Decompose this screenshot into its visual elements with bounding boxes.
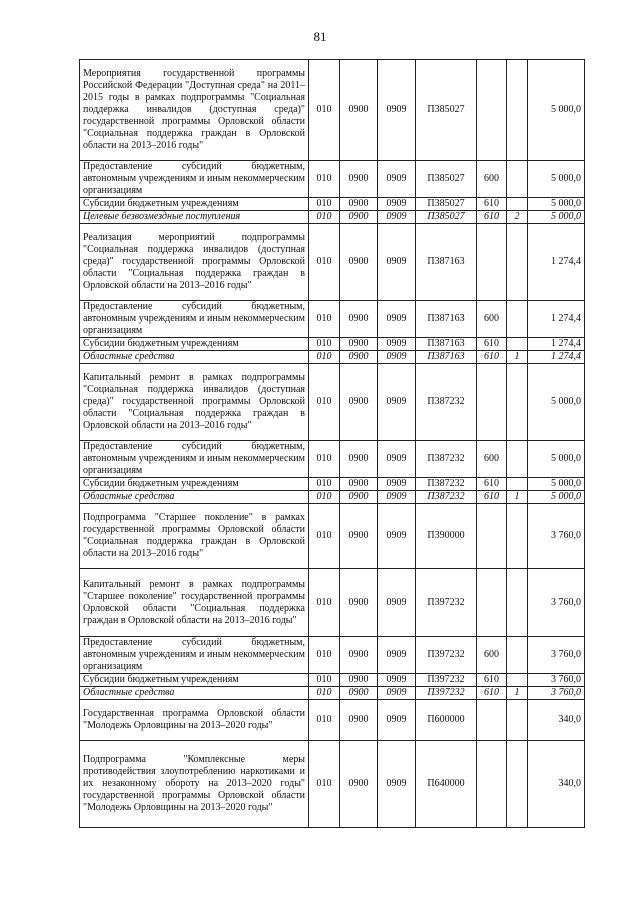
code-target-article: П385027 (416, 60, 477, 161)
code-funding-source (507, 441, 528, 478)
code-section: 0900 (340, 674, 378, 687)
code-funding-source (507, 637, 528, 674)
code-expense-type: 600 (477, 161, 507, 198)
code-target-article: П387232 (416, 491, 477, 504)
row-name: Предоставление субсидий бюджетным, автономным учреждениям и иным некоммерческим организациям (80, 441, 309, 478)
code-section: 0900 (340, 211, 378, 224)
code-section: 0900 (340, 224, 378, 301)
code-ministry: 010 (309, 224, 340, 301)
code-target-article: П387232 (416, 441, 477, 478)
code-ministry: 010 (309, 364, 340, 441)
code-funding-source: 1 (507, 687, 528, 700)
code-section: 0900 (340, 441, 378, 478)
amount: 5 000,0 (528, 441, 585, 478)
code-ministry: 010 (309, 161, 340, 198)
code-subsection: 0909 (378, 60, 416, 161)
code-ministry: 010 (309, 198, 340, 211)
row-name: Мероприятия государственной программы Российской Федерации "Доступная среда" на 2011–2015 годы в рамках подпрограммы "Социальная поддержка инвалидов (доступная среда)" государственной программы Орловской области "Социальная поддержка граждан в Орловской области на 2013–2016 годы" (80, 60, 309, 161)
code-subsection: 0909 (378, 687, 416, 700)
code-subsection: 0909 (378, 364, 416, 441)
page-number: 81 (313, 29, 327, 44)
table-row (80, 504, 585, 569)
code-expense-type (477, 741, 507, 828)
table-row (80, 211, 585, 224)
code-expense-type (477, 700, 507, 741)
code-funding-source: 1 (507, 351, 528, 364)
code-subsection: 0909 (378, 224, 416, 301)
code-expense-type (477, 569, 507, 637)
code-ministry: 010 (309, 211, 340, 224)
code-target-article: П387163 (416, 338, 477, 351)
code-subsection: 0909 (378, 441, 416, 478)
code-subsection: 0909 (378, 338, 416, 351)
code-subsection: 0909 (378, 351, 416, 364)
amount: 3 760,0 (528, 637, 585, 674)
code-section: 0900 (340, 478, 378, 491)
code-expense-type (477, 364, 507, 441)
table-row (80, 637, 585, 674)
code-ministry: 010 (309, 637, 340, 674)
row-name: Областные средства (80, 491, 309, 504)
row-name: Реализация мероприятий подпрограммы "Социальная поддержка инвалидов (доступная среда)" государственной программы Орловской области "Социальная поддержка граждан в Орловской области на 2013–2016 годы" (80, 224, 309, 301)
row-name: Подпрограмма "Старшее поколение" в рамках государственной программы Орловской области "Социальная поддержка граждан в Орловской области на 2013–2016 годы" (80, 504, 309, 569)
code-ministry: 010 (309, 687, 340, 700)
code-section: 0900 (340, 351, 378, 364)
code-section: 0900 (340, 700, 378, 741)
amount: 340,0 (528, 741, 585, 828)
code-expense-type: 600 (477, 441, 507, 478)
code-section: 0900 (340, 687, 378, 700)
code-ministry: 010 (309, 674, 340, 687)
table-row (80, 301, 585, 338)
amount: 3 760,0 (528, 504, 585, 569)
code-section: 0900 (340, 569, 378, 637)
code-section: 0900 (340, 198, 378, 211)
code-expense-type: 610 (477, 478, 507, 491)
amount: 5 000,0 (528, 478, 585, 491)
row-name: Субсидии бюджетным учреждениям (80, 198, 309, 211)
amount: 5 000,0 (528, 161, 585, 198)
code-subsection: 0909 (378, 637, 416, 674)
row-name: Предоставление субсидий бюджетным, автономным учреждениям и иным некоммерческим организациям (80, 161, 309, 198)
code-ministry: 010 (309, 478, 340, 491)
code-funding-source (507, 198, 528, 211)
code-subsection: 0909 (378, 301, 416, 338)
budget-table-body (80, 60, 585, 828)
code-target-article: П397232 (416, 569, 477, 637)
code-funding-source (507, 569, 528, 637)
code-funding-source (507, 741, 528, 828)
code-section: 0900 (340, 491, 378, 504)
code-section: 0900 (340, 364, 378, 441)
amount: 5 000,0 (528, 491, 585, 504)
code-funding-source (507, 700, 528, 741)
code-funding-source: 2 (507, 211, 528, 224)
code-expense-type (477, 224, 507, 301)
code-funding-source (507, 674, 528, 687)
amount: 1 274,4 (528, 351, 585, 364)
code-subsection: 0909 (378, 700, 416, 741)
code-section: 0900 (340, 161, 378, 198)
code-section: 0900 (340, 741, 378, 828)
amount: 5 000,0 (528, 60, 585, 161)
code-ministry: 010 (309, 441, 340, 478)
table-row (80, 364, 585, 441)
row-name: Предоставление субсидий бюджетным, автономным учреждениям и иным некоммерческим организациям (80, 301, 309, 338)
code-subsection: 0909 (378, 674, 416, 687)
code-subsection: 0909 (378, 478, 416, 491)
row-name: Государственная программа Орловской области "Молодежь Орловщины на 2013–2020 годы" (80, 700, 309, 741)
code-funding-source (507, 224, 528, 301)
code-funding-source (507, 161, 528, 198)
row-name: Субсидии бюджетным учреждениям (80, 674, 309, 687)
row-name: Капитальный ремонт в рамках подпрограммы "Социальная поддержка инвалидов (доступная среда)" государственной программы Орловской области "Социальная поддержка граждан в Орловской области на 2013–2016 годы" (80, 364, 309, 441)
code-section: 0900 (340, 60, 378, 161)
code-expense-type: 600 (477, 637, 507, 674)
budget-table (79, 59, 585, 828)
code-funding-source (507, 504, 528, 569)
code-target-article: П397232 (416, 637, 477, 674)
code-expense-type: 610 (477, 674, 507, 687)
code-expense-type: 610 (477, 491, 507, 504)
amount: 1 274,4 (528, 224, 585, 301)
code-subsection: 0909 (378, 491, 416, 504)
code-subsection: 0909 (378, 198, 416, 211)
code-ministry: 010 (309, 60, 340, 161)
amount: 3 760,0 (528, 674, 585, 687)
code-target-article: П385027 (416, 211, 477, 224)
code-expense-type: 610 (477, 687, 507, 700)
code-target-article: П387163 (416, 351, 477, 364)
row-name: Областные средства (80, 687, 309, 700)
code-target-article: П387232 (416, 364, 477, 441)
code-target-article: П387232 (416, 478, 477, 491)
code-subsection: 0909 (378, 211, 416, 224)
code-expense-type (477, 60, 507, 161)
table-row (80, 441, 585, 478)
table-row (80, 687, 585, 700)
table-row (80, 674, 585, 687)
table-row (80, 198, 585, 211)
code-funding-source (507, 364, 528, 441)
code-target-article: П385027 (416, 198, 477, 211)
code-target-article: П387163 (416, 301, 477, 338)
code-section: 0900 (340, 301, 378, 338)
code-expense-type: 610 (477, 338, 507, 351)
amount: 1 274,4 (528, 338, 585, 351)
amount: 3 760,0 (528, 687, 585, 700)
code-subsection: 0909 (378, 161, 416, 198)
code-ministry: 010 (309, 700, 340, 741)
code-subsection: 0909 (378, 741, 416, 828)
row-name: Капитальный ремонт в рамках подпрограммы "Старшее поколение" государственной программы Орловской области "Социальная поддержка граждан в Орловской области на 2013–2016 годы" (80, 569, 309, 637)
code-funding-source (507, 338, 528, 351)
table-row (80, 351, 585, 364)
table-row (80, 700, 585, 741)
code-section: 0900 (340, 637, 378, 674)
code-funding-source (507, 478, 528, 491)
amount: 5 000,0 (528, 198, 585, 211)
code-expense-type: 610 (477, 211, 507, 224)
amount: 3 760,0 (528, 569, 585, 637)
table-row (80, 338, 585, 351)
row-name: Подпрограмма "Комплексные меры противодействия злоупотреблению наркотиками и их незаконному обороту на 2013–2020 годы" государственной программы Орловской области "Молодежь Орловщины на 2013–2020 годы" (80, 741, 309, 828)
code-expense-type: 600 (477, 301, 507, 338)
code-expense-type (477, 504, 507, 569)
amount: 1 274,4 (528, 301, 585, 338)
code-ministry: 010 (309, 741, 340, 828)
code-ministry: 010 (309, 351, 340, 364)
amount: 340,0 (528, 700, 585, 741)
code-target-article: П640000 (416, 741, 477, 828)
code-ministry: 010 (309, 569, 340, 637)
code-subsection: 0909 (378, 569, 416, 637)
code-target-article: П397232 (416, 687, 477, 700)
code-ministry: 010 (309, 504, 340, 569)
table-row (80, 569, 585, 637)
row-name: Субсидии бюджетным учреждениям (80, 478, 309, 491)
code-ministry: 010 (309, 338, 340, 351)
code-funding-source (507, 60, 528, 161)
code-ministry: 010 (309, 491, 340, 504)
code-target-article: П387163 (416, 224, 477, 301)
code-target-article: П390000 (416, 504, 477, 569)
table-row (80, 478, 585, 491)
table-row (80, 161, 585, 198)
table-row (80, 491, 585, 504)
code-target-article: П600000 (416, 700, 477, 741)
table-row (80, 224, 585, 301)
code-section: 0900 (340, 338, 378, 351)
row-name: Предоставление субсидий бюджетным, автономным учреждениям и иным некоммерческим организациям (80, 637, 309, 674)
table-row (80, 60, 585, 161)
code-section: 0900 (340, 504, 378, 569)
row-name: Областные средства (80, 351, 309, 364)
amount: 5 000,0 (528, 211, 585, 224)
row-name: Субсидии бюджетным учреждениям (80, 338, 309, 351)
code-ministry: 010 (309, 301, 340, 338)
code-target-article: П385027 (416, 161, 477, 198)
code-subsection: 0909 (378, 504, 416, 569)
code-expense-type: 610 (477, 351, 507, 364)
code-expense-type: 610 (477, 198, 507, 211)
row-name: Целевые безвозмездные поступления (80, 211, 309, 224)
code-funding-source (507, 301, 528, 338)
table-row (80, 741, 585, 828)
amount: 5 000,0 (528, 364, 585, 441)
code-funding-source: 1 (507, 491, 528, 504)
code-target-article: П397232 (416, 674, 477, 687)
